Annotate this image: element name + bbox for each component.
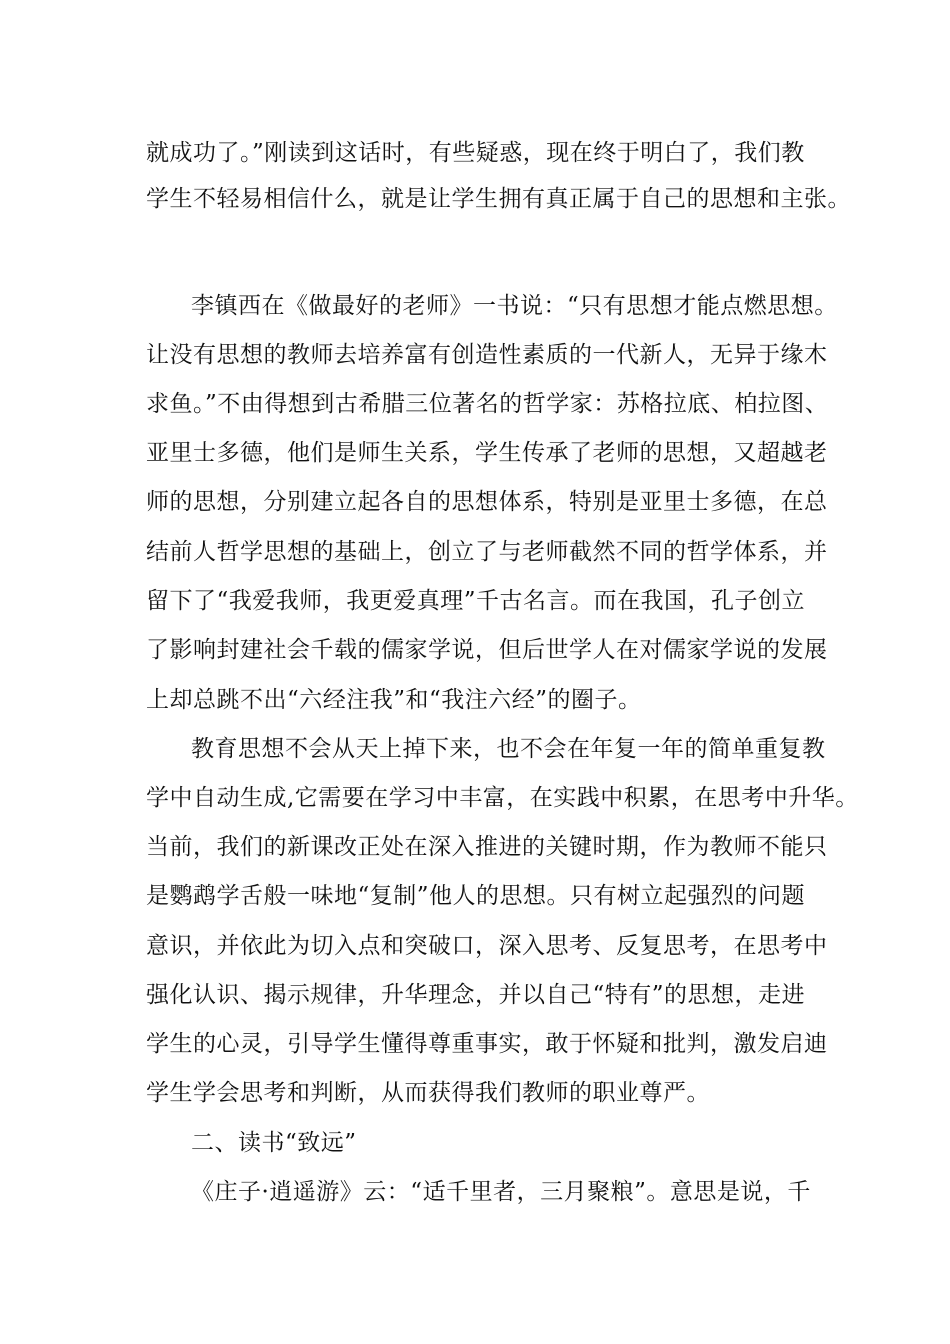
paragraph-first-line: 教育思想不会从天上掉下来，也不会在年复一年的简单重复教 <box>191 736 826 762</box>
text-line: 当前，我们的新课改正处在深入推进的关键时期，作为教师不能只 <box>146 834 828 860</box>
text-line: 学生学会思考和判断，从而获得我们教师的职业尊严。 <box>146 1080 710 1106</box>
section-heading: 二、读书“致远” <box>191 1130 357 1156</box>
text-line: 结前人哲学思想的基础上，创立了与老师截然不同的哲学体系，并 <box>146 539 828 565</box>
text-line: 学生的心灵，引导学生懂得尊重事实，敢于怀疑和批判，激发启迪 <box>146 1031 828 1057</box>
text-line: 学生不轻易相信什么，就是让学生拥有真正属于自己的思想和主张。 <box>146 186 851 212</box>
text-line: 让没有思想的教师去培养富有创造性素质的一代新人，无异于缘木 <box>146 342 828 368</box>
text-line: 了影响封建社会千载的儒家学说，但后世学人在对儒家学说的发展 <box>146 637 828 663</box>
text-line: 求鱼。”不由得想到古希腊三位著名的哲学家：苏格拉底、柏拉图、 <box>146 391 829 417</box>
text-line: 上却总跳不出“六经注我”和“我注六经”的圈子。 <box>146 687 642 713</box>
text-line: 留下了“我爱我师，我更爱真理”千古名言。而在我国，孔子创立 <box>146 588 806 614</box>
paragraph-first-line: 《庄子·逍遥游》云：“适千里者，三月聚粮”。意思是说，千 <box>191 1179 811 1205</box>
text-line: 强化认识、揭示规律，升华理念，并以自己“特有”的思想，走进 <box>146 982 806 1008</box>
paragraph-first-line: 李镇西在《做最好的老师》一书说：“只有思想才能点燃思想。 <box>191 293 838 319</box>
text-line: 就成功了。”刚读到这话时，有些疑惑，现在终于明白了，我们教 <box>146 140 805 166</box>
text-line: 是鹦鹉学舌般一味地“复制”他人的思想。只有树立起强烈的问题 <box>146 883 806 909</box>
text-line: 意识，并依此为切入点和突破口，深入思考、反复思考，在思考中 <box>146 933 828 959</box>
text-line: 师的思想，分别建立起各自的思想体系，特别是亚里士多德，在总 <box>146 489 828 515</box>
text-line: 学中自动生成,它需要在学习中丰富，在实践中积累，在思考中升华。 <box>146 785 859 811</box>
text-line: 亚里士多德，他们是师生关系，学生传承了老师的思想，又超越老 <box>146 440 828 466</box>
